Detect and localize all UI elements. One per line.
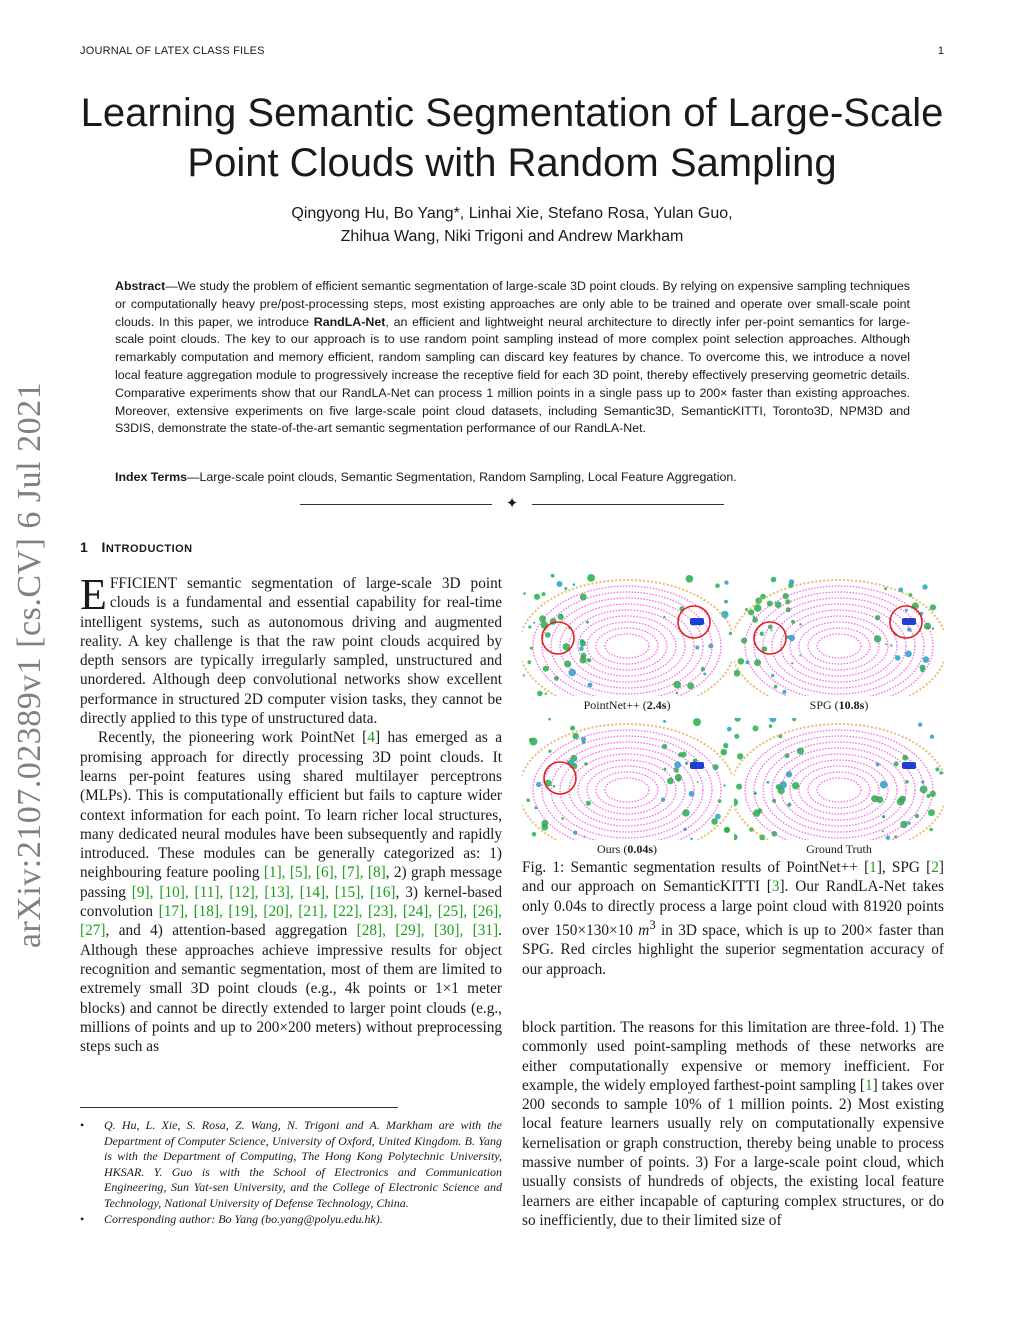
section-number: 1 — [80, 539, 89, 555]
citation-link[interactable]: 1 — [864, 1076, 873, 1094]
right-text-b: ] takes over 200 seconds to sample 10% of 1 million points. 2) Most existing local feature learners usually rely on computationally expensive kernelisation or graph construction, thereby being unable to process massive number of points. 3) For a large-scale point cloud, which usually consists of hundreds of objects, the existing local feature learners are either incapable of capturing complex structures, or do so inefficiently, due to their limited size of — [522, 1076, 944, 1229]
citation-link[interactable]: 1 — [869, 859, 877, 876]
figure-panel-spg — [734, 574, 944, 712]
panel-label — [734, 842, 944, 857]
footnotes — [80, 1118, 502, 1229]
running-head: JOURNAL OF LATEX CLASS FILES — [80, 45, 265, 57]
intro-paragraph-2 — [80, 728, 502, 1056]
author-line-1: Qingyong Hu, Bo Yang*, Linhai Xie, Stefano Rosa, Yulan Guo, — [291, 205, 733, 222]
divider-line-left — [300, 504, 492, 505]
footnote-affiliations — [80, 1118, 502, 1211]
abstract-label: Abstract — [115, 279, 166, 293]
point-cloud-image — [522, 574, 732, 696]
figure-panel-ours — [522, 718, 732, 856]
citation-group-pooling[interactable]: [1], [5], [6], [7], [8] — [263, 864, 386, 882]
divider-star-icon: ✦ — [505, 496, 519, 512]
section-title-rest: NTRODUCTION — [105, 543, 193, 555]
point-cloud-image — [522, 718, 732, 840]
panel-method: Ground Truth — [806, 842, 872, 856]
figure-caption — [522, 858, 944, 979]
panel-label: PointNet++ (2.4s) — [583, 698, 671, 712]
intro-p2-d: , 3) kernel-based convolution — [80, 883, 503, 921]
bullet-icon: • — [80, 1118, 85, 1132]
bullet-icon: • — [80, 1212, 85, 1226]
point-cloud-image — [734, 718, 944, 840]
intro-p2-b: ] has emerged as a promising approach for directly processing 3D point clouds. It learns per-point features using shared multilayer perceptrons (MLPs). This is computationally efficient but fails to capture wider context information for each point. To learn richer local structures, many dedicated neural modules have been subsequently and rapidly introduced. These modules can be generally categorized as: 1) neighbouring feature pooling — [80, 729, 502, 882]
section-divider — [300, 494, 724, 514]
panel-label: SPG (10.8s) — [809, 698, 869, 712]
panel-time: 2.4s — [646, 698, 667, 712]
figure-panel-ground-truth — [734, 718, 944, 856]
panel-time: 0.04s — [627, 842, 653, 856]
index-terms-label: Index Terms — [115, 470, 188, 484]
intro-p2-e: , and 4) attention-based aggregation — [105, 922, 357, 940]
caption-unit: m — [638, 921, 650, 939]
citation-link[interactable]: 2 — [931, 859, 939, 876]
arxiv-identifier-stamp: arXiv:2107.02389v1 [cs.CV] 6 Jul 2021 — [11, 381, 48, 949]
panel-time: 10.8s — [838, 698, 865, 712]
panel-method: Ours — [596, 842, 621, 856]
intro-p1-text: semantic segmentation of large-scale 3D point clouds is a fundamental and essential capability for real-time intelligent systems, such as autonomous driving and augmented reality. A key challenge is that the raw point clouds acquired by depth sensors are typically irregularly sampled, unstructured and unordered. Although deep convolutional networks show excellent performance in structured 2D computer vision tasks, they cannot be directly applied to this type of unstructured data. — [80, 575, 502, 728]
paper-title: Learning Semantic Segmentation of Large-Scale Point Clouds with Random Sampling — [80, 91, 944, 185]
panel-label: Ours (0.04s) — [596, 842, 657, 856]
panel-method: PointNet++ — [583, 698, 640, 712]
caption-exponent: 3 — [649, 917, 656, 932]
footnote-text: Corresponding author: Bo Yang (bo.yang@polyu.edu.hk). — [104, 1212, 383, 1226]
index-terms-text: —Large-scale point clouds, Semantic Segmentation, Random Sampling, Local Feature Aggregation. — [187, 470, 737, 484]
figure-panel-pointnet — [522, 574, 732, 712]
abstract-text-b: , an efficient and lightweight neural architecture to directly infer per-point semantics for large-scale point clouds. The key to our approach is to use random point sampling instead of more complex point selection approaches. Although remarkably computation and memory efficient, random sampling can discard key features by chance. To overcome this, we introduce a novel local feature aggregation module to progressively increase the receptive field for each 3D point, thereby effectively preserving geometric details. Comparative experiments show that our RandLA-Net can process 1 million points in a single pass up to 200× faster than existing approaches. Moreover, extensive experiments on five large-scale point cloud datasets, including Semantic3D, SemanticKITTI, Toronto3D, NPM3D and S3DIS, demonstrate the state-of-the-art semantic segmentation performance of our RandLA-Net. — [115, 314, 910, 436]
intro-p2-f: . Although these approaches achieve impressive results for object recognition and semantic segmentation, most of them are limited to extremely small 3D point clouds (e.g., 4k points or 1×1 meter blocks) and cannot be directly extended to larger point clouds (e.g., millions of points and up to 200×200 meters) without preprocessing steps such as — [80, 922, 502, 1056]
intro-paragraph-1 — [80, 570, 502, 728]
citation-group-attention[interactable]: [28], [29], [30], [31] — [356, 922, 499, 940]
section-heading — [80, 539, 193, 555]
footnote-corresponding — [80, 1212, 502, 1228]
intro-smallcaps: FFICIENT — [109, 575, 178, 592]
citation-link[interactable]: 4 — [367, 729, 375, 747]
citation-group-kernel[interactable]: [17], [18], [19], [20], [21], [22], [23], [24], [25], [26], [27] — [80, 903, 503, 940]
intro-p2-c: , 2) graph message passing — [80, 864, 502, 901]
divider-line-right — [532, 504, 724, 505]
author-line-2: Zhihua Wang, Niki Trigoni and Andrew Markham — [340, 228, 684, 245]
caption-text: ] and our approach on SemanticKITTI [ — [522, 859, 944, 896]
intro-p2-a: Recently, the pioneering work PointNet [ — [98, 729, 368, 747]
abstract-text-a: —We study the problem of efficient semantic segmentation of large-scale 3D point clouds. By relying on expensive sampling techniques or computationally heavy pre/post-processing steps, most existing approaches are only able to be trained and operate over small-scale point clouds. In this paper, we introduce — [115, 279, 910, 329]
caption-text: ]. Our RandLA-Net takes only 0.04s to directly process a large point cloud with 81920 points over 150×130×10 — [522, 878, 944, 939]
point-cloud-image — [734, 574, 944, 696]
right-text-a: block partition. The reasons for this limitation are three-fold. 1) The commonly used point-sampling methods of these networks are either computationally expensive or memory inefficient. For example, the widely employed farthest-point sampling [ — [522, 1019, 944, 1094]
caption-label: Fig. 1: — [522, 859, 565, 876]
author-list — [60, 202, 964, 248]
caption-text: ], SPG [ — [876, 859, 932, 876]
figure-1 — [522, 574, 944, 854]
caption-text: Semantic segmentation results of PointNet++ [ — [564, 859, 870, 876]
footnote-rule — [80, 1107, 398, 1108]
abstract-method-name: RandLA-Net — [313, 314, 386, 329]
left-column-text — [80, 570, 503, 1056]
abstract — [115, 278, 910, 438]
index-terms — [115, 469, 910, 487]
caption-text: in 3D space, which is up to 200× faster than SPG. Red circles highlight the superior segmentation accuracy of our approach. — [522, 921, 944, 978]
section-initial: I — [101, 539, 106, 555]
footnote-text: Q. Hu, L. Xie, S. Rosa, Z. Wang, N. Trigoni and A. Markham are with the Department of Computer Science, University of Oxford, United Kingdom. B. Yang is with the Department of Computing, The Hong Kong Polytechnic University, HKSAR. Y. Guo is with the School of Electronics and Communication Engineering, Sun Yat-sen University, and the College of Electronic Science and Technology, National University of Defense Technology, China. — [104, 1118, 502, 1210]
drop-cap: E — [80, 570, 107, 619]
citation-link[interactable]: 3 — [771, 878, 780, 896]
citation-group-graph[interactable]: [9], [10], [11], [12], [13], [14], [15], [16] — [131, 883, 396, 901]
right-column-text — [522, 1018, 944, 1230]
page-number: 1 — [937, 45, 944, 57]
panel-method: SPG — [809, 698, 832, 712]
